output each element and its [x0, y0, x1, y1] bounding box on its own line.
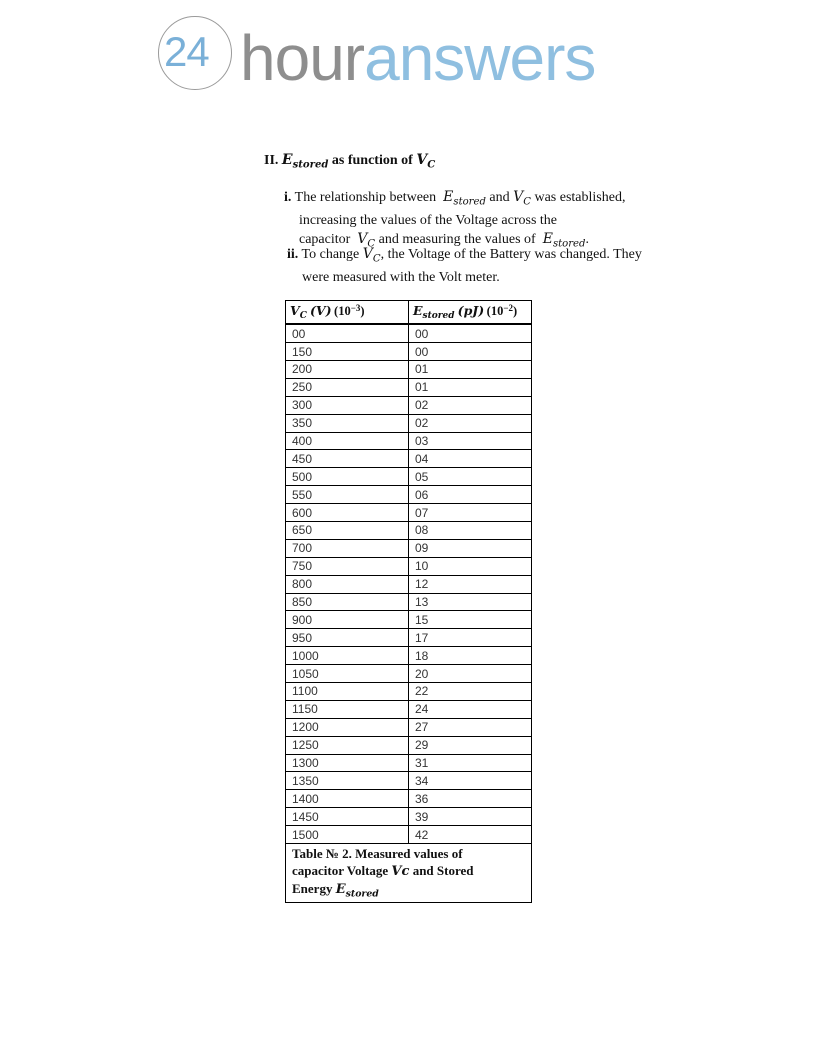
cell-vc: 250 — [286, 378, 409, 396]
cell-estored: 06 — [409, 486, 532, 504]
cell-vc: 750 — [286, 557, 409, 575]
table-row — [286, 826, 532, 844]
cell-estored: 20 — [409, 665, 532, 683]
table-row — [286, 754, 532, 772]
table-row — [286, 396, 532, 414]
table-row — [286, 772, 532, 790]
table-body — [286, 324, 532, 843]
cell-vc: 1350 — [286, 772, 409, 790]
cell-estored: 10 — [409, 557, 532, 575]
cell-estored: 17 — [409, 629, 532, 647]
table-row — [286, 539, 532, 557]
cell-vc: 1250 — [286, 736, 409, 754]
cell-estored: 15 — [409, 611, 532, 629]
table-row — [286, 665, 532, 683]
item-i — [284, 188, 625, 253]
cell-estored: 02 — [409, 414, 532, 432]
cell-vc: 800 — [286, 575, 409, 593]
item-i-line2: increasing the values of the Voltage across the — [299, 212, 558, 228]
cell-vc: 400 — [286, 432, 409, 450]
cell-vc: 550 — [286, 486, 409, 504]
table-row — [286, 736, 532, 754]
cell-vc: 950 — [286, 629, 409, 647]
cell-estored: 08 — [409, 521, 532, 539]
table-caption-row — [286, 844, 532, 903]
table-row — [286, 360, 532, 378]
cell-vc: 1100 — [286, 683, 409, 701]
table-row — [286, 324, 532, 342]
cell-estored: 05 — [409, 468, 532, 486]
cell-estored: 04 — [409, 450, 532, 468]
item-i-label: i. — [284, 190, 292, 205]
cell-vc: 1050 — [286, 665, 409, 683]
cell-vc: 850 — [286, 593, 409, 611]
cell-vc: 1000 — [286, 647, 409, 665]
item-ii-line2: were measured with the Volt meter. — [302, 269, 500, 285]
cell-vc: 700 — [286, 539, 409, 557]
cell-estored: 29 — [409, 736, 532, 754]
table-row — [286, 629, 532, 647]
table-row — [286, 432, 532, 450]
cell-vc: 150 — [286, 343, 409, 361]
table-header-row — [286, 301, 532, 325]
table-row — [286, 790, 532, 808]
table-row — [286, 611, 532, 629]
cell-estored: 22 — [409, 683, 532, 701]
cell-estored: 03 — [409, 432, 532, 450]
table-caption: Table № 2. Measured values of capacitor Voltage Vc and Stored Energy $E_{stored}$ — [286, 844, 532, 903]
cell-vc: 900 — [286, 611, 409, 629]
heading-numeral: II. — [264, 153, 279, 168]
cell-estored: 00 — [409, 324, 532, 342]
cell-estored: 02 — [409, 396, 532, 414]
cell-estored: 27 — [409, 718, 532, 736]
logo-number: 24 — [164, 28, 209, 75]
cell-estored: 01 — [409, 360, 532, 378]
heading-var-v: $V_C$ — [416, 152, 436, 171]
table-row — [286, 700, 532, 718]
measurement-table — [285, 300, 532, 903]
cell-estored: 24 — [409, 700, 532, 718]
cell-estored: 13 — [409, 593, 532, 611]
item-ii — [287, 245, 642, 287]
table-row — [286, 521, 532, 539]
table-row — [286, 343, 532, 361]
cell-estored: 12 — [409, 575, 532, 593]
table-row — [286, 557, 532, 575]
table-row — [286, 468, 532, 486]
cell-estored: 36 — [409, 790, 532, 808]
logo-word-hour: hour — [240, 22, 365, 94]
cell-vc: 600 — [286, 504, 409, 522]
table-row — [286, 486, 532, 504]
cell-estored: 00 — [409, 343, 532, 361]
heading-var-e: $E_{stored}$ — [281, 152, 329, 171]
cell-estored: 39 — [409, 808, 532, 826]
cell-vc: 1300 — [286, 754, 409, 772]
table-row — [286, 593, 532, 611]
cell-vc: 1500 — [286, 826, 409, 844]
section-heading — [264, 152, 435, 171]
item-i-line3: capacitor $V_C$ and measuring the values of $E_{stored}$. — [299, 230, 589, 250]
cell-vc: 450 — [286, 450, 409, 468]
cell-vc: 1150 — [286, 700, 409, 718]
table-row — [286, 504, 532, 522]
cell-vc: 500 — [286, 468, 409, 486]
cell-vc: 00 — [286, 324, 409, 342]
cell-estored: 34 — [409, 772, 532, 790]
heading-text: as function of — [331, 153, 413, 168]
cell-estored: 09 — [409, 539, 532, 557]
table-row — [286, 450, 532, 468]
cell-estored: 07 — [409, 504, 532, 522]
table-row — [286, 683, 532, 701]
cell-vc: 350 — [286, 414, 409, 432]
logo-word-answers: answers — [364, 22, 596, 94]
item-ii-line1: ii. To change $V_C$, the Voltage of the Battery was changed. They — [287, 246, 642, 265]
logo — [158, 14, 638, 94]
header-vc: $V_C$ (V) $(10^{-3})$ — [286, 301, 409, 325]
cell-estored: 42 — [409, 826, 532, 844]
item-i-line1: i. The relationship between $E_{stored}$ and $V_C$ was established, — [284, 189, 626, 208]
table-row — [286, 718, 532, 736]
cell-vc: 1400 — [286, 790, 409, 808]
cell-vc: 650 — [286, 521, 409, 539]
item-ii-label: ii. — [287, 247, 299, 262]
cell-vc: 200 — [286, 360, 409, 378]
table-row — [286, 575, 532, 593]
table-row — [286, 414, 532, 432]
cell-vc: 1450 — [286, 808, 409, 826]
header-estored: $E_{stored}$ (pJ) $(10^{-2})$ — [409, 301, 532, 325]
cell-estored: 01 — [409, 378, 532, 396]
table-row — [286, 808, 532, 826]
cell-vc: 1200 — [286, 718, 409, 736]
cell-vc: 300 — [286, 396, 409, 414]
table-row — [286, 378, 532, 396]
cell-estored: 31 — [409, 754, 532, 772]
cell-estored: 18 — [409, 647, 532, 665]
table-row — [286, 647, 532, 665]
logo-wordmark — [240, 22, 596, 94]
